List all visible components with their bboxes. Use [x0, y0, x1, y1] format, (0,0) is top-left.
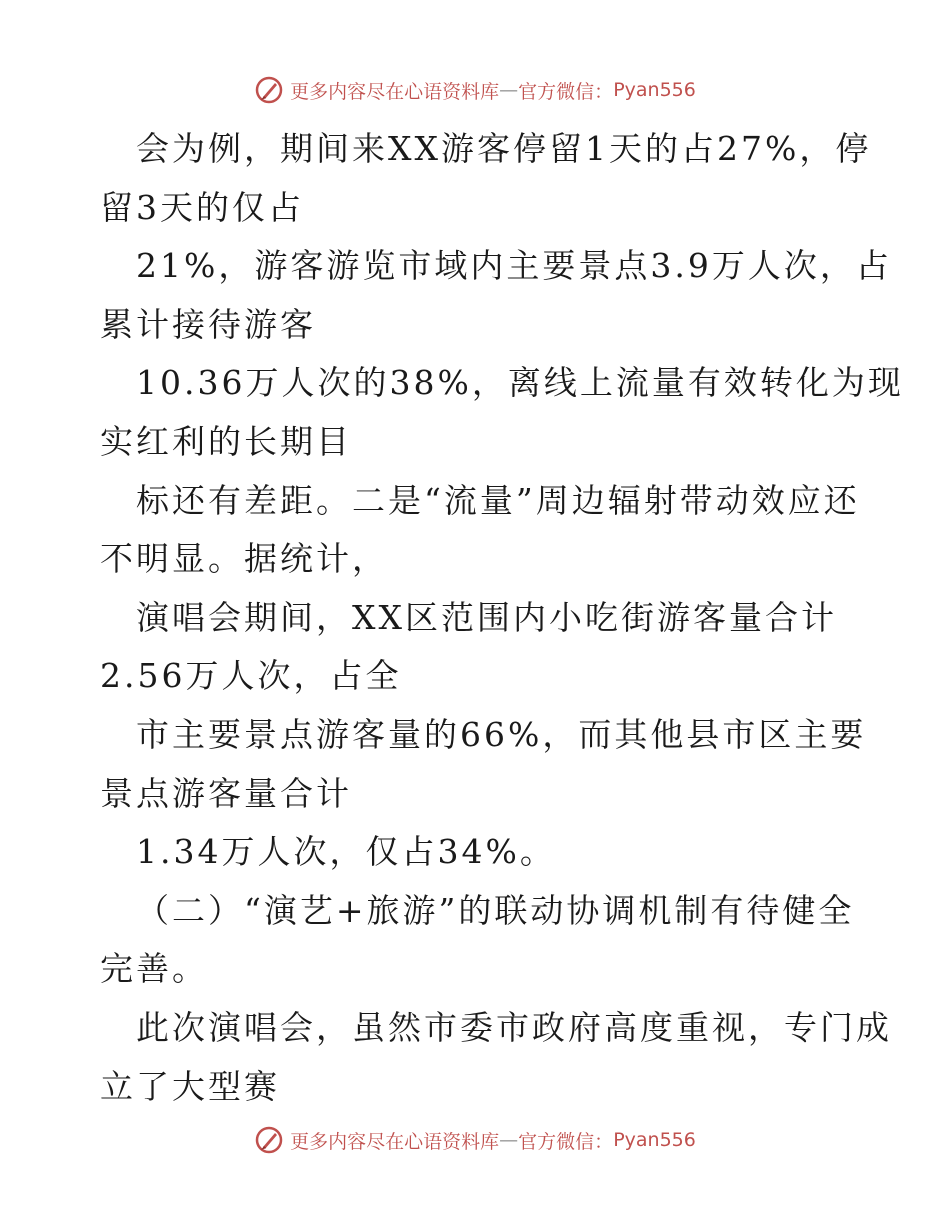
text-line: 完善。: [100, 949, 208, 989]
text-line: 不明显。据统计，: [100, 539, 388, 579]
watermark-text: 更多内容尽在心语资料库: [290, 1130, 500, 1153]
text-line: 此次演唱会，虽然市委市政府高度重视，专门成: [136, 1007, 892, 1047]
text-line: 留3天的仅占: [100, 187, 304, 227]
text-line: 累计接待游客: [100, 304, 316, 344]
footer-watermark: [0, 1120, 950, 1160]
watermark-text: 更多内容尽在心语资料库: [290, 80, 500, 103]
text-line: 演唱会期间，XX区范围内小吃街游客量合计: [136, 597, 837, 637]
text-line: 市主要景点游客量的66%，而其他县市区主要: [136, 714, 867, 754]
watermark-separator: —: [499, 1129, 519, 1151]
quill-pen-circle-icon: [254, 1125, 284, 1155]
text-line: 21%，游客游览市域内主要景点3.9万人次，占: [136, 246, 892, 286]
text-line: 标还有差距。二是“流量”周边辐射带动效应还: [136, 480, 860, 520]
header-watermark: [0, 70, 950, 110]
text-line: 实红利的长期目: [100, 421, 352, 461]
watermark-wechat-id: Pyan556: [613, 79, 696, 101]
text-line: 2.56万人次，占全: [100, 656, 402, 696]
watermark-wechat-label: 官方微信：: [518, 80, 614, 103]
watermark-separator: —: [499, 79, 519, 101]
document-body: [100, 120, 904, 1116]
text-line: 景点游客量合计: [100, 773, 352, 813]
text-line: 10.36万人次的38%，离线上流量有效转化为现: [136, 363, 904, 403]
text-line: 立了大型赛: [100, 1066, 280, 1106]
watermark-wechat-label: 官方微信：: [518, 1130, 614, 1153]
quill-pen-circle-icon: [254, 75, 284, 105]
section-heading: （二）“演艺+旅游”的联动协调机制有待健全: [136, 890, 855, 930]
text-line: 1.34万人次，仅占34%。: [136, 832, 556, 872]
text-line: 会为例，期间来XX游客停留1天的占27%，停: [136, 129, 872, 168]
watermark-wechat-id: Pyan556: [613, 1129, 696, 1151]
